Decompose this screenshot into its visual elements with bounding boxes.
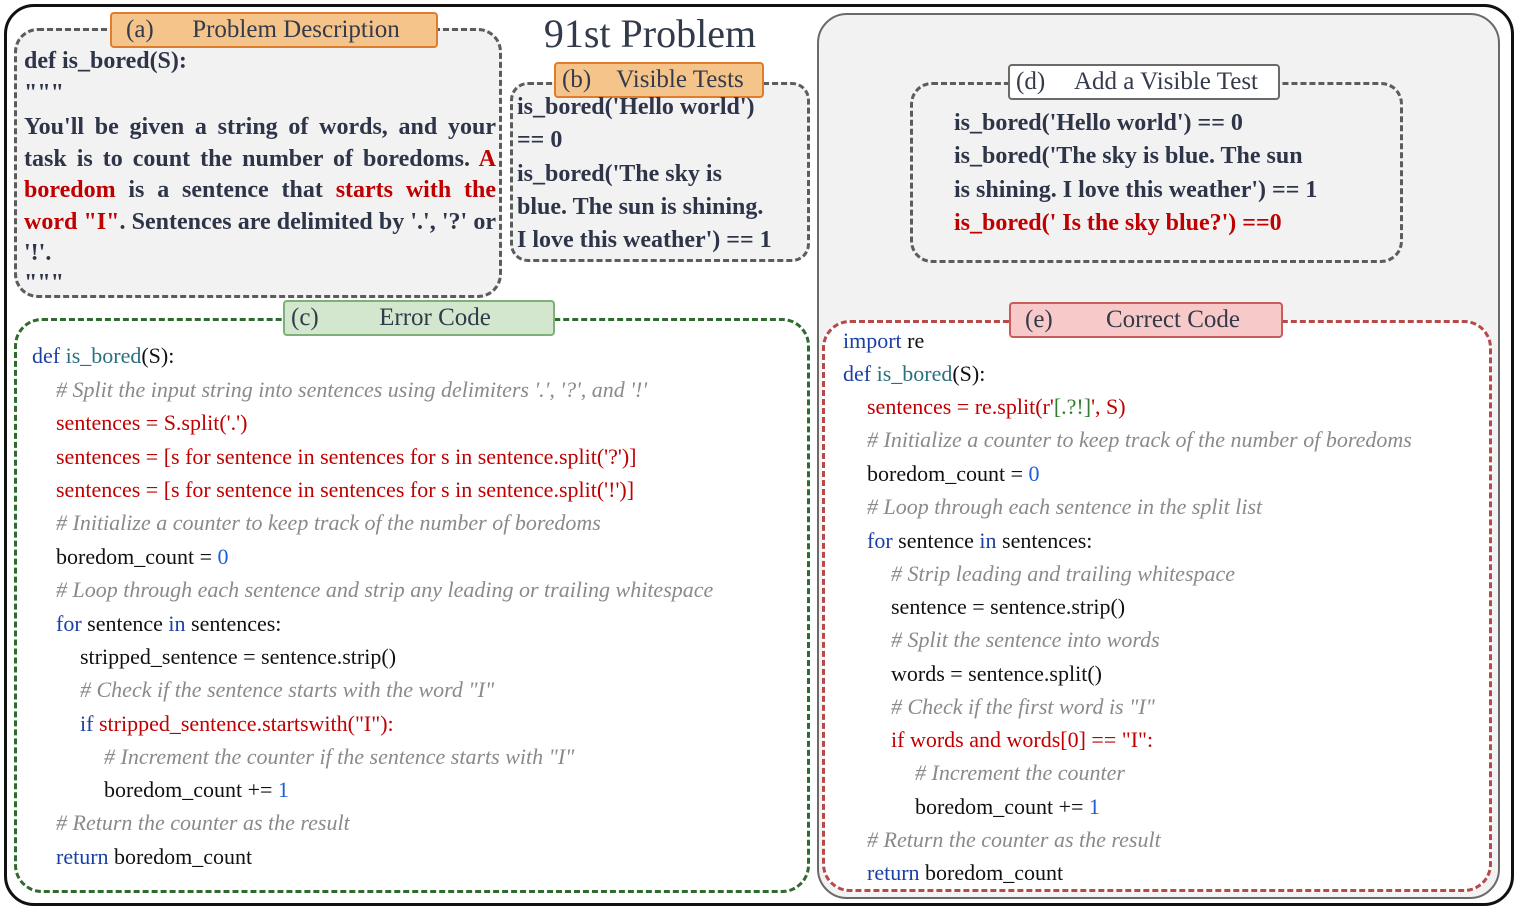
code-comment: # Strip leading and trailing whitespace [891, 561, 1236, 586]
problem-highlight-2: starts with the word "I" [24, 177, 496, 235]
code-line-error: sentences = [s for sentence in sentences for s in sentence.split('?')] [56, 444, 637, 469]
code-comment: # Loop through each sentence and strip any leading or trailing whitespace [56, 577, 714, 602]
label-tag-e: (e) [1025, 306, 1053, 333]
error-code-label [283, 300, 555, 336]
problem-text-3: . Sentences are delimited by '.', '?' or '!'. [24, 208, 496, 266]
code-line: def is_bored(S): [843, 361, 986, 386]
docstring-open: """ [24, 80, 64, 106]
visible-test-line: is_bored('The sky is [517, 161, 722, 187]
code-line-error: sentences = S.split('.') [56, 410, 248, 435]
code-comment: # Initialize a counter to keep track of the number of boredoms [56, 510, 601, 535]
problem-text-1: You'll be given a string of words, and your task is to count the number of boredoms. [24, 114, 496, 172]
problem-highlight-1: A boredom [24, 145, 496, 203]
code-line: stripped_sentence = sentence.strip() [80, 644, 397, 669]
code-comment: # Increment the counter if the sentence starts with "I" [104, 744, 575, 769]
label-tag-b: (b) [562, 66, 592, 93]
label-text-e: Correct Code [1106, 306, 1240, 333]
code-line: import re [843, 328, 925, 353]
correct-code-label [1009, 302, 1283, 338]
problem-signature: def is_bored(S): [24, 48, 187, 74]
code-line: boredom_count += 1 [104, 777, 289, 802]
code-comment: # Initialize a counter to keep track of the number of boredoms [867, 427, 1412, 452]
visible-test-line: blue. The sun is shining. [517, 194, 764, 220]
code-comment: # Split the sentence into words [891, 627, 1160, 652]
code-comment: # Return the counter as the result [867, 827, 1161, 852]
code-line-fix: sentences = re.split(r'[.?!]', S) [867, 394, 1126, 419]
visible-test-line: I love this weather') == 1 [517, 227, 772, 253]
code-line: if stripped_sentence.startswith("I"): [80, 711, 394, 736]
code-line: sentence = sentence.strip() [891, 594, 1126, 619]
label-text-c: Error Code [379, 304, 491, 331]
problem-text-2: is a sentence that [115, 177, 336, 203]
label-text-a: Problem Description [192, 16, 400, 43]
code-line-error: sentences = [s for sentence in sentences for s in sentence.split('!')] [56, 477, 635, 502]
visible-tests-label [554, 62, 764, 98]
added-test-line-new: is_bored(' Is the sky blue?') ==0 [954, 210, 1282, 236]
code-line: boredom_count = 0 [867, 461, 1040, 486]
problem-text [24, 112, 496, 270]
code-line: boredom_count += 1 [915, 794, 1100, 819]
visible-test-line: is_bored('Hello world') [517, 94, 755, 120]
added-test-line: is_bored('Hello world') == 0 [954, 110, 1243, 136]
code-line: for sentence in sentences: [867, 528, 1093, 553]
problem-description-label [110, 12, 438, 48]
code-line: words = sentence.split() [891, 661, 1102, 686]
code-line: return boredom_count [867, 860, 1064, 885]
code-comment: # Loop through each sentence in the split list [867, 494, 1263, 519]
code-line: def is_bored(S): [32, 343, 175, 368]
added-tests-label [1008, 64, 1280, 100]
docstring-close: """ [24, 270, 64, 296]
code-line: boredom_count = 0 [56, 544, 229, 569]
added-test-line: is_bored('The sky is blue. The sun [954, 143, 1303, 169]
code-comment: # Split the input string into sentences using delimiters '.', '?', and '!' [56, 377, 648, 402]
error-code-box [14, 318, 810, 893]
figure-title: 91st Problem [543, 11, 757, 56]
code-comment: # Return the counter as the result [56, 810, 350, 835]
code-comment: # Check if the sentence starts with the word "I" [80, 677, 495, 702]
code-comment: # Check if the first word is "I" [891, 694, 1155, 719]
visible-test-line: == 0 [517, 127, 563, 153]
code-comment: # Increment the counter [915, 760, 1125, 785]
code-line: return boredom_count [56, 844, 253, 869]
label-text-b: Visible Tests [616, 66, 744, 93]
code-line-fix: if words and words[0] == "I": [891, 727, 1154, 752]
label-tag-d: (d) [1016, 68, 1046, 95]
label-tag-a: (a) [126, 16, 154, 43]
label-text-d: Add a Visible Test [1073, 68, 1258, 95]
label-tag-c: (c) [291, 304, 319, 331]
code-line: for sentence in sentences: [56, 611, 282, 636]
added-test-line: is shining. I love this weather') == 1 [954, 177, 1318, 203]
